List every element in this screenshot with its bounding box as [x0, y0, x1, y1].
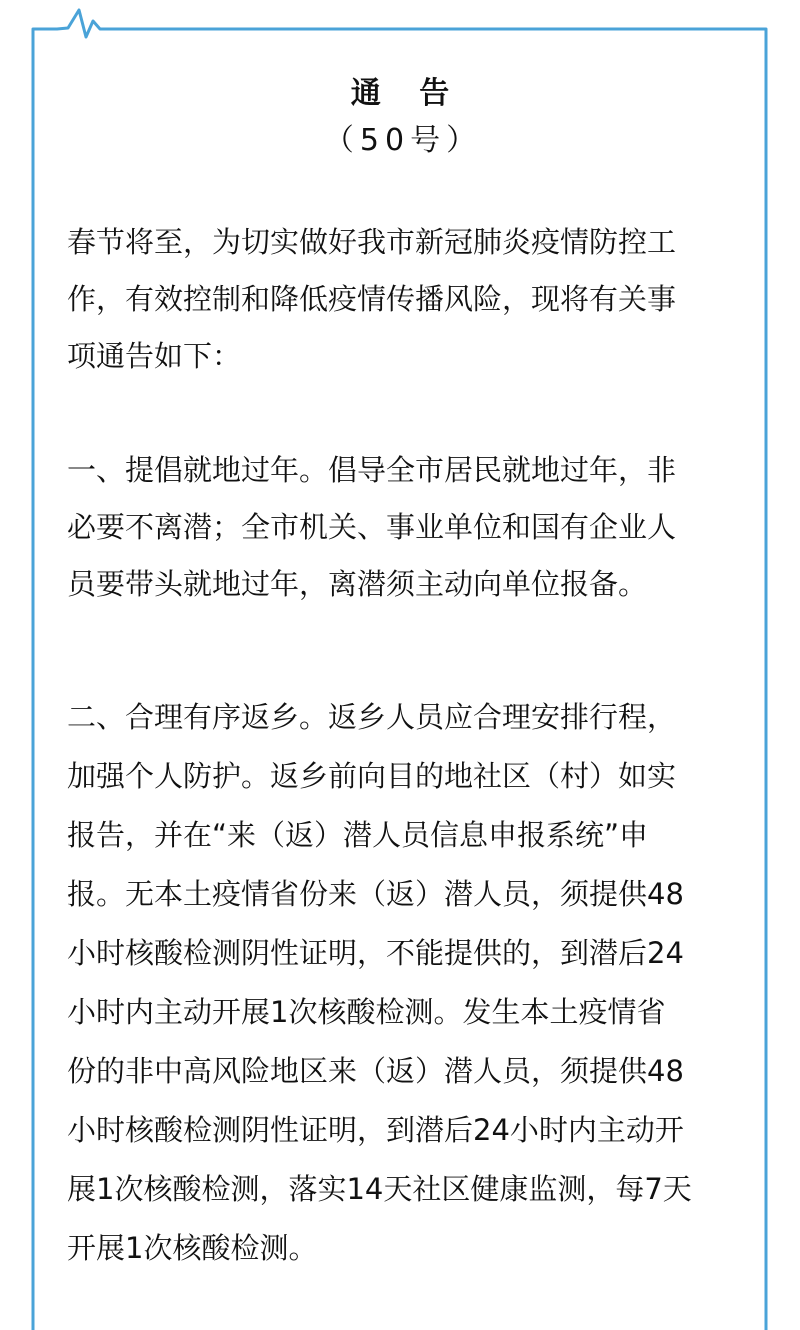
notice-number: （50号） — [323, 123, 483, 158]
paragraph-3-line: 报。无本土疫情省份来（返）潜人员，须提供48 — [67, 877, 684, 911]
paragraph-3-line: 报告，并在“来（返）潜人员信息申报系统”申 — [67, 818, 649, 852]
paragraph-2-line: 必要不离潜；全市机关、事业单位和国有企业人 — [67, 510, 677, 544]
paragraph-3-line: 小时核酸检测阴性证明，到潜后24小时内主动开 — [67, 1113, 684, 1147]
paragraph-3-line: 小时内主动开展1次核酸检测。发生本土疫情省 — [67, 995, 666, 1029]
paragraph-1-line: 作，有效控制和降低疫情传播风险，现将有关事 — [67, 282, 677, 316]
paragraph-3-line: 二、合理有序返乡。返乡人员应合理安排行程， — [67, 700, 677, 734]
paragraph-3-line: 份的非中高风险地区来（返）潜人员，须提供48 — [67, 1054, 684, 1088]
notice-title: 通 告 — [350, 76, 464, 111]
paragraph-1-line: 项通告如下： — [67, 339, 242, 373]
paragraph-3-line: 开展1次核酸检测。 — [67, 1231, 318, 1265]
paragraph-2-line: 一、提倡就地过年。倡导全市居民就地过年，非 — [67, 453, 677, 487]
paragraph-2-line: 员要带头就地过年，离潜须主动向单位报备。 — [67, 567, 648, 601]
paragraph-3-line: 小时核酸检测阴性证明，不能提供的，到潜后24 — [67, 936, 684, 970]
paragraph-3-line: 展1次核酸检测，落实14天社区健康监测，每7天 — [67, 1172, 692, 1206]
paragraph-1-line: 春节将至，为切实做好我市新冠肺炎疫情防控工 — [67, 225, 677, 259]
paragraph-3-line: 加强个人防护。返乡前向目的地社区（村）如实 — [67, 759, 677, 793]
